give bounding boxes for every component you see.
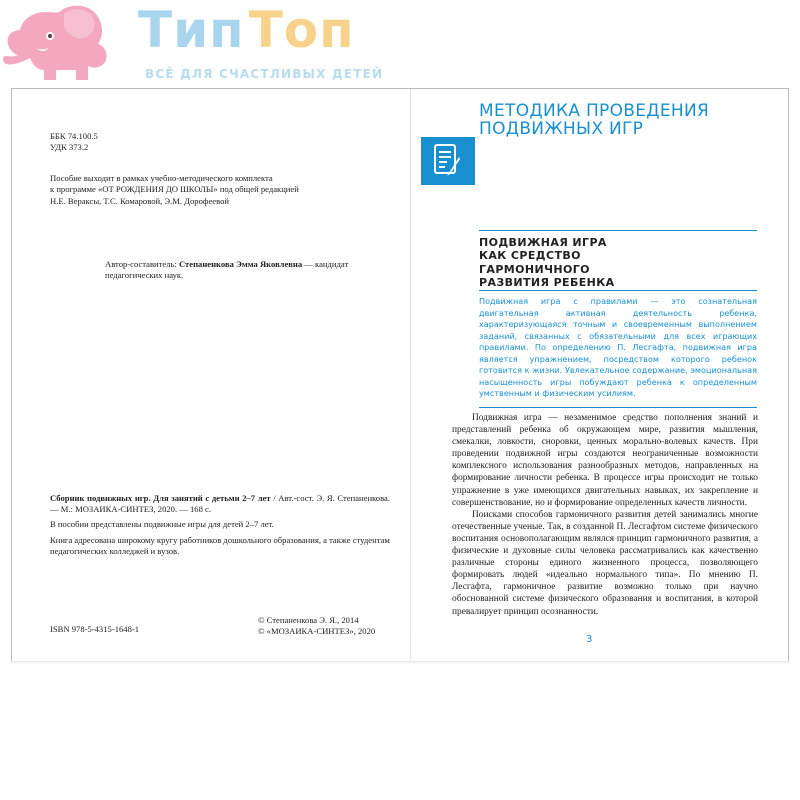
- copyright-block: [258, 615, 375, 638]
- book-title: Сборник подвижных игр. Для занятий с детьми 2–7 лет: [50, 493, 271, 503]
- copyright-publisher: © «МОЗАИКА-СИНТЕЗ», 2020: [258, 626, 376, 637]
- document-pencil-icon: [433, 143, 463, 179]
- heading-rule-top: [479, 230, 757, 231]
- series-note-line: к программе «ОТ РОЖДЕНИЯ ДО ШКОЛЫ» под общей редакцией: [50, 184, 299, 195]
- copyright-author: © Степаненкова Э. Я., 2014: [258, 615, 359, 625]
- section-title-line: МЕТОДИКА ПРОВЕДЕНИЯ: [479, 101, 710, 121]
- author-degree: — кандидат педагогических наук.: [105, 259, 349, 281]
- series-note-line: Пособие выходит в рамках учебно-методического комплекта: [50, 173, 273, 183]
- section-title: [479, 102, 779, 138]
- age-range-note: В пособии представлены подвижные игры для детей 2–7 лет.: [50, 519, 274, 529]
- bbk-udk-block: [50, 131, 98, 154]
- isbn: ISBN 978-5-4315-1648-1: [50, 624, 140, 634]
- logo-word-part1: Тип: [138, 1, 245, 59]
- series-note: [50, 173, 350, 207]
- logo-tagline: ВСЁ ДЛЯ СЧАСТЛИВЫХ ДЕТЕЙ: [145, 67, 384, 81]
- section-title-line: ПОДВИЖНЫХ ИГР: [479, 119, 644, 139]
- article-heading: [479, 236, 739, 290]
- book-shadow: [11, 661, 789, 664]
- author-label: Автор-составитель:: [105, 259, 177, 269]
- right-page: [411, 89, 788, 661]
- left-page: [12, 89, 410, 661]
- section-icon-box: [421, 137, 475, 185]
- heading-line: ПОДВИЖНАЯ ИГРА: [479, 236, 607, 249]
- heading-rule-bottom: [479, 290, 757, 291]
- author-name: Степаненкова Эмма Яковлевна: [178, 259, 303, 269]
- biblio-details: / Авт.-сост. Э. Я. Степаненкова. — М.: МОЗАИКА-СИНТЕЗ, 2020. — 168 с.: [50, 493, 390, 515]
- audience-note: Книга адресована широкому кругу работников дошкольного образования, а также студентам педагогических колледжей и вузов.: [50, 535, 390, 557]
- logo-wordmark: [138, 0, 355, 60]
- bbk-code: ББК 74.100.5: [50, 131, 98, 141]
- series-note-line: Н.Е. Вераксы, Т.С. Комаровой, Э.М. Дорофеевой: [50, 195, 229, 206]
- body-text: [452, 412, 758, 618]
- book-spread: [11, 88, 789, 662]
- heading-line: КАК СРЕДСТВО: [479, 249, 581, 263]
- lead-rule-bottom: [479, 407, 757, 408]
- lead-paragraph: Подвижная игра с правилами — это сознательная двигательная активная деятельность ребенка, характеризующаяся точным и своевременным выполнением заданий, связанных с обязательными для всех играющих правилами. По определению П. Лесгафта, подвижная игра является упражнением, посредством которого ребенок готовится к жизни. Увлекательное содержание, эмоциональная насыщенность игры побуждают ребенка к определенным умственным и физическим усилиям.: [479, 296, 757, 398]
- bibliographic-record: [50, 493, 390, 516]
- heading-line: ГАРМОНИЧНОГО: [479, 262, 590, 276]
- author-info: [105, 259, 385, 282]
- body-paragraph: Подвижная игра — незаменимое средство пополнения знаний и представлений ребенка об окружающем мире, развития мышления, смекалки, ловкости, сноровки, ценных морально-волевых качеств. При проведении подвижной игры создаются неограниченные возможности комплексного использования разнообразных методов, направленных на формирование личности ребенка. В процессе игры происходит не только упражнение в уже имеющихся двигательных навыках, их закрепление и совершенствование, но и формирование определенных качеств личности.: [452, 413, 758, 508]
- logo-word-part2: Топ: [248, 1, 355, 59]
- heading-line: РАЗВИТИЯ РЕБЕНКА: [479, 276, 615, 290]
- elephant-logo-icon: [0, 0, 140, 84]
- page-number: 3: [586, 634, 593, 645]
- udk-code: УДК 373.2: [50, 142, 89, 153]
- body-paragraph: Поисками способов гармоничного развития детей занимались многие отечественные ученые. Так, в созданной П. Лесгафтом системе физического воспитания основополагающим являлся принцип гармоничного развития, а физические и духовные силы человека рассматривались как качественно различные стороны единого жизненного процесса, позволяющего формировать людей «идеально нормального типа». По мнению П. Лесгафта, гармоничное развитие возможно только при научно обоснованной системе физического образования и воспитания, в которой превалирует принцип осознанности.: [452, 509, 758, 617]
